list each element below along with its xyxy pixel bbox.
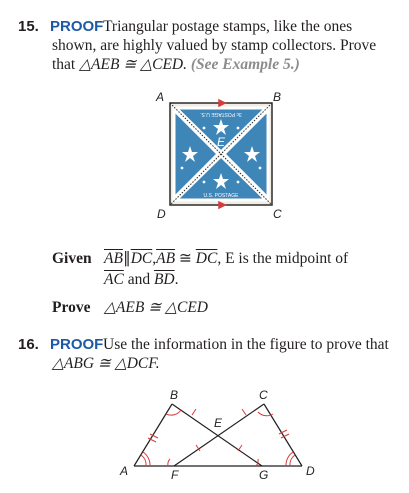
- vertex-label-a: A: [156, 90, 165, 104]
- problem-15-that: that: [52, 56, 76, 73]
- stamp-text-top: 3c POSTAGE U.S.: [200, 111, 242, 117]
- segment-ac: $\overline{AC}$: [104, 271, 124, 288]
- fig16-label-c: C: [259, 388, 268, 402]
- given-label: Given: [52, 250, 92, 267]
- parallel-symbol: ∥: [122, 250, 131, 267]
- problem-15-line-2: shown, are highly valued by stamp collectors. Prove: [52, 37, 377, 54]
- segment-ab-1: $\overline{AB}$: [104, 250, 123, 267]
- given-line-1: [104, 249, 348, 268]
- problem-16-line-2: △ABG ≅ △DCF.: [52, 355, 160, 372]
- triangle-figure: [134, 404, 302, 466]
- segment-ab-2: $\overline{AB}$: [156, 250, 176, 267]
- problem-15-statement: △AEB ≅ △CED.: [79, 56, 187, 73]
- prove-label: Prove: [52, 299, 91, 316]
- given-line-2: [104, 270, 179, 289]
- problem-16-line-1: Use the information in the figure to prove that: [103, 336, 389, 353]
- stamp-text-bottom: U.S. POSTAGE: [203, 193, 239, 199]
- problem-15-line-1: Triangular postage stamps, like the ones: [103, 18, 353, 35]
- segment-dc-1: $\overline{DC}$: [130, 250, 153, 267]
- problem-16-proof-tag: PROOF: [50, 336, 104, 353]
- fig16-label-f: F: [171, 468, 179, 482]
- see-example-link[interactable]: (See Example 5.): [190, 56, 300, 73]
- fig16-label-b: B: [170, 388, 179, 402]
- segment-dc-2: $\overline{DC}$: [195, 250, 218, 267]
- segment-cd: [264, 404, 302, 466]
- fig16-label-d: D: [306, 464, 315, 478]
- problem-15-number: 15.: [18, 18, 39, 35]
- vertex-label-c: C: [273, 207, 282, 221]
- fig16-label-g: G: [259, 468, 269, 482]
- given-and: and: [127, 271, 151, 288]
- segment-bd: $\overline{BD}$: [153, 271, 175, 288]
- problem-15-proof-tag: PROOF: [50, 18, 104, 35]
- prove-statement: △AEB ≅ △CED: [104, 299, 208, 316]
- problem-16-number: 16.: [18, 336, 39, 353]
- given-rest: , E is the midpoint of: [217, 250, 349, 267]
- vertex-label-d: D: [157, 207, 166, 221]
- vertex-label-b: B: [273, 90, 282, 104]
- period: .: [174, 271, 179, 288]
- fig16-label-a: A: [120, 464, 129, 478]
- comma: ,: [152, 250, 157, 267]
- vertex-label-e: E: [217, 135, 226, 149]
- segment-cf: [174, 404, 264, 466]
- congruent-symbol: ≅: [178, 250, 192, 267]
- segment-bg: [172, 404, 262, 466]
- fig16-label-e: E: [214, 416, 223, 430]
